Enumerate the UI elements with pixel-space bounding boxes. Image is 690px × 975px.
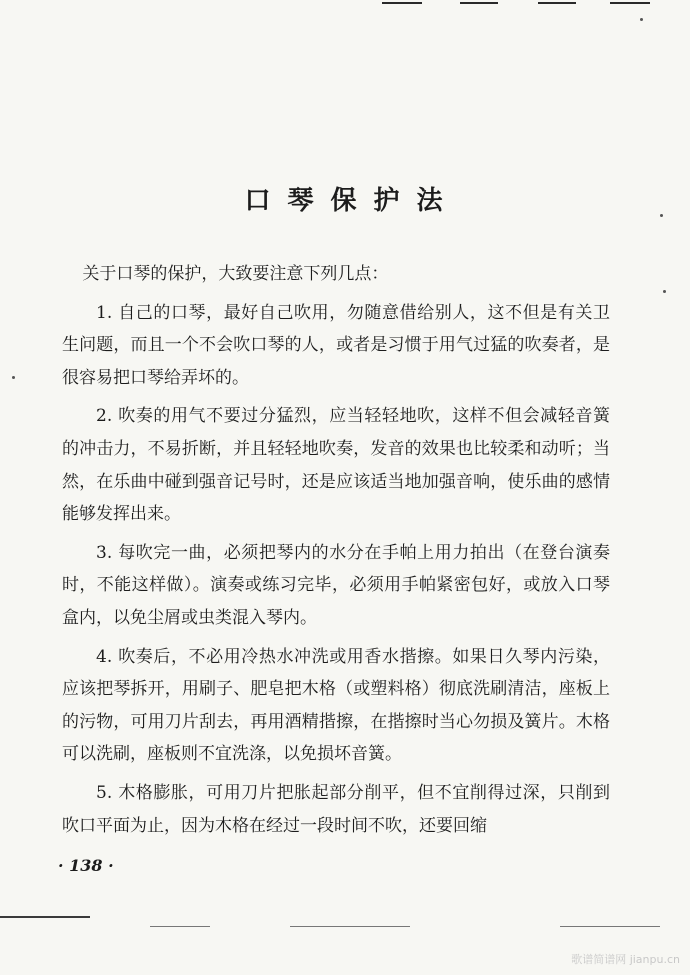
- watermark: 歌谱简谱网 jianpu.cn: [571, 953, 680, 966]
- bottom-dash-1: [150, 926, 210, 927]
- scan-speck-4: [640, 18, 643, 21]
- top-rule-3: [538, 2, 576, 4]
- paragraph-2: 2. 吹奏的用气不要过分猛烈，应当轻轻地吹，这样不但会减轻音簧的冲击力，不易折断，并且轻轻地吹奏，发音的效果也比较柔和动听；当然，在乐曲中碰到强音记号时，还是应该适当地加强音响，使乐曲的感情能够发挥出来。: [62, 406, 610, 525]
- paragraph-5: 5. 木格膨胀，可用刀片把胀起部分削平，但不宜削得过深，只削到吹口平面为止，因为木格在经过一段时间不吹，还要回缩: [62, 782, 610, 836]
- page-title: 口琴保护法: [244, 186, 460, 216]
- paragraph-1: 1. 自己的口琴，最好自己吹用，勿随意借给别人，这不但是有关卫生问题，而且一个不会吹口琴的人，或者是习惯于用气过猛的吹奏者，是很容易把口琴给弄坏的。: [62, 302, 610, 388]
- intro-paragraph: 关于口琴的保护，大致要注意下列几点：: [82, 264, 389, 284]
- top-rule-4: [610, 2, 650, 4]
- bottom-dash-2: [290, 926, 410, 927]
- page-number: · 138 ·: [58, 856, 114, 875]
- scan-speck-3: [12, 376, 15, 379]
- bottom-rule: [0, 916, 90, 918]
- paragraph-3: 3. 每吹完一曲，必须把琴内的水分在手帕上用力拍出（在登台演奏时，不能这样做）。演奏或练习完毕，必须用手帕紧密包好，或放入口琴盒内，以免尘屑或虫类混入琴内。: [62, 542, 610, 628]
- top-rule-1: [382, 2, 422, 4]
- bottom-dash-3: [560, 926, 660, 927]
- scan-speck-2: [663, 290, 666, 293]
- scan-speck-1: [660, 214, 663, 217]
- top-rule-2: [460, 2, 498, 4]
- paragraph-4: 4. 吹奏后，不必用冷热水冲洗或用香水揩擦。如果日久琴内污染，应该把琴拆开，用刷子、肥皂把木格（或塑料格）彻底洗刷清洁，座板上的污物，可用刀片刮去，再用酒精揩擦，在揩擦时当心勿损及簧片。木格可以洗刷，座板则不宜洗涤，以免损坏音簧。: [62, 646, 610, 765]
- body-text: [62, 258, 610, 848]
